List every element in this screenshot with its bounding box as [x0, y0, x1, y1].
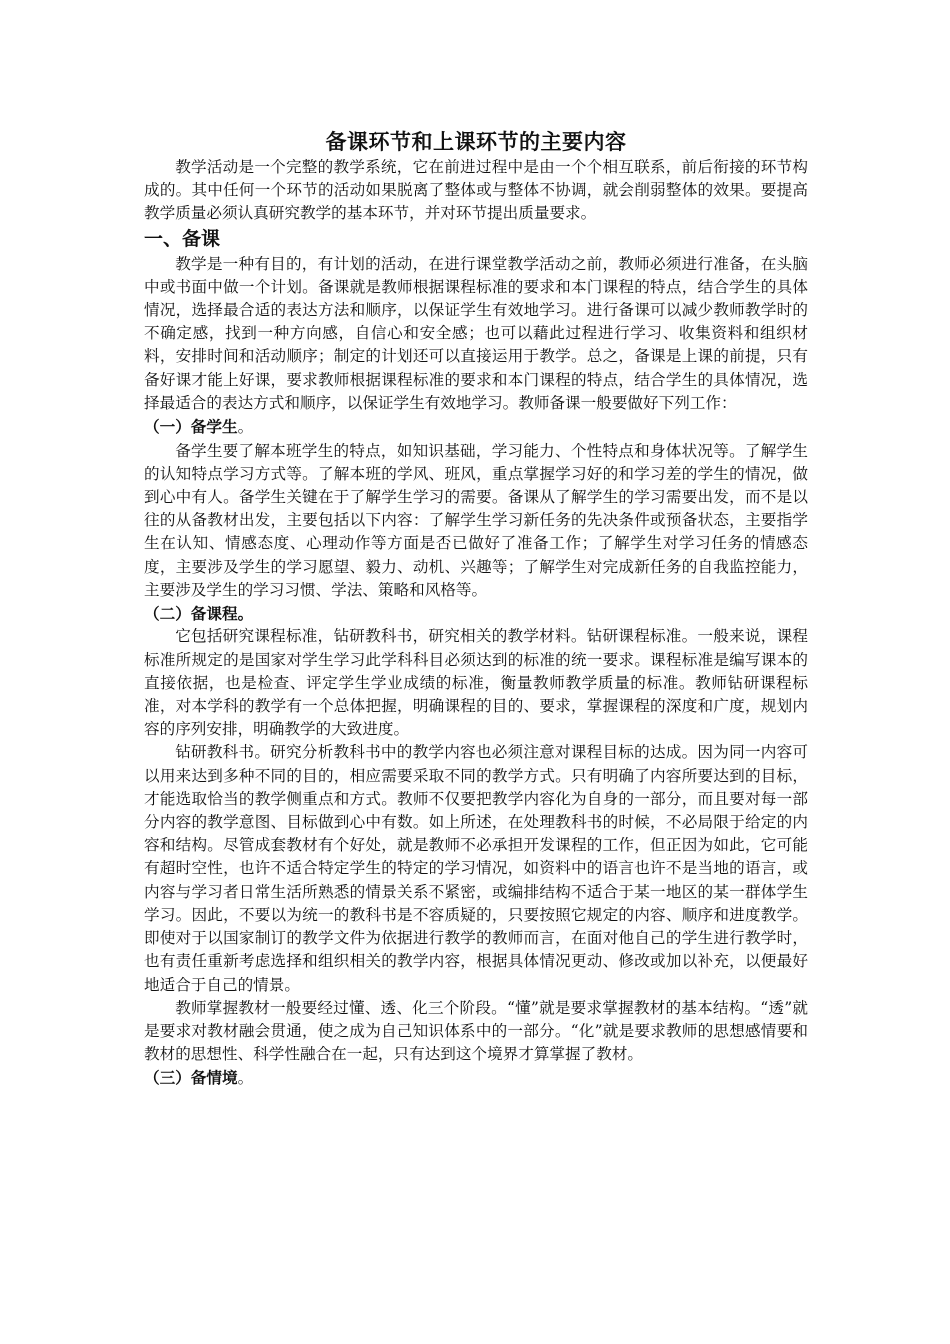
subheading-students [144, 415, 808, 440]
students-paragraph: 备学生要了解本班学生的特点，如知识基础，学习能力、个性特点和身体状况等。了解学生的认知特点学习方式等。了解本班的学风、班风，重点掌握学习好的和学习差的学生的情况，做到心中有人。备学生关键在于了解学生学习的需要。备课从了解学生的学习需要出发，而不是以往的从备教材出发，主要包括以下内容：了解学生学习新任务的先决条件或预备状态，主要指学生在认知、情感态度、心理动作等方面是否已做好了准备工作；了解学生对学习任务的情感态度，主要涉及学生的学习愿望、毅力、动机、兴趣等；了解学生对完成新任务的自我监控能力，主要涉及学生的学习习惯、学法、策略和风格等。 [144, 441, 808, 599]
subheading-context [144, 1066, 808, 1091]
curriculum-paragraph-2: 钻研教科书。研究分析教科书中的教学内容也必须注意对课程目标的达成。因为同一内容可以用来达到多种不同的目的，相应需要采取不同的教学方式。只有明确了内容所要达到的目标，才能选取恰当的教学侧重点和方式。教师不仅要把教学内容化为自身的一部分，而且要对每一部分内容的教学意图、目标做到心中有数。如上所述，在处理教科书的时候，不必局限于给定的内容和结构。尽管成套教材有个好处，就是教师不必承担开发课程的工作，但正因为如此，它可能有超时空性，也许不适合特定学生的特定的学习情况，如资料中的语言也许不是当地的语言，或内容与学习者日常生活所熟悉的情景关系不紧密，或编排结构不适合于某一地区的某一群体学生学习。因此，不要以为统一的教科书是不容质疑的，只要按照它规定的内容、顺序和进度教学。即使对于以国家制订的教学文件为依据进行教学的教师而言，在面对他自己的学生进行教学时，也有责任重新考虑选择和组织相关的教学内容，根据具体情况更动、修改或加以补充，以便最好地适合于自己的情景。 [144, 743, 808, 994]
lesson-prep-paragraph: 教学是一种有目的，有计划的活动，在进行课堂教学活动之前，教师必须进行准备，在头脑中或书面中做一个计划。备课就是教师根据课程标准的要求和本门课程的特点，结合学生的具体情况，选择最合适的表达方法和顺序，以保证学生有效地学习。进行备课可以减少教师教学时的不确定感，找到一种方向感，自信心和安全感；也可以藉此过程进行学习、收集资料和组织材料，安排时间和活动顺序；制定的计划还可以直接运用于教学。总之，备课是上课的前提，只有备好课才能上好课，要求教师根据课程标准的要求和本门课程的特点，结合学生的具体情况，选择最适合的表达方式和顺序，以保证学生有效地学习。教师备课一般要做好下列工作： [144, 254, 808, 412]
document-title: 备课环节和上课环节的主要内容 [325, 129, 627, 154]
intro-paragraph: 教学活动是一个完整的教学系统，它在前进过程中是由一个个相互联系，前后衔接的环节构成的。其中任何一个环节的活动如果脱离了整体或与整体不协调，就会削弱整体的效果。要提高教学质量必须认真研究教学的基本环节，并对环节提出质量要求。 [144, 158, 808, 223]
section-heading-lesson-prep: 一、备课 [144, 227, 221, 250]
subheading-curriculum: （二）备课程。 [144, 603, 254, 623]
subheading-context-tail: 。 [237, 1069, 254, 1088]
subheading-context-text: （三）备情境 [144, 1068, 238, 1088]
curriculum-paragraph-1: 它包括研究课程标准，钻研教科书，研究相关的教学材料。钻研课程标准。一般来说，课程标准所规定的是国家对学生学习此学科科目必须达到的标准的统一要求。课程标准是编写课本的直接依据，也是检查、评定学生学业成绩的标准，衡量教师教学质量的标准。教师钻研课程标准，对本学科的教学有一个总体把握，明确课程的目的、要求，掌握课程的深度和广度，规划内容的序列安排，明确教学的大致进度。 [144, 627, 808, 739]
subheading-students-text: （一）备学生 [144, 417, 238, 437]
subheading-students-tail: 。 [237, 418, 254, 437]
document-page [144, 128, 808, 1091]
curriculum-paragraph-3: 教师掌握教材一般要经过懂、透、化三个阶段。“懂”就是要求掌握教材的基本结构。“透”就是要求对教材融会贯通，使之成为自己知识体系中的一部分。“化”就是要求教师的思想感情要和教材的思想性、科学性融合在一起，只有达到这个境界才算掌握了教材。 [144, 998, 808, 1064]
